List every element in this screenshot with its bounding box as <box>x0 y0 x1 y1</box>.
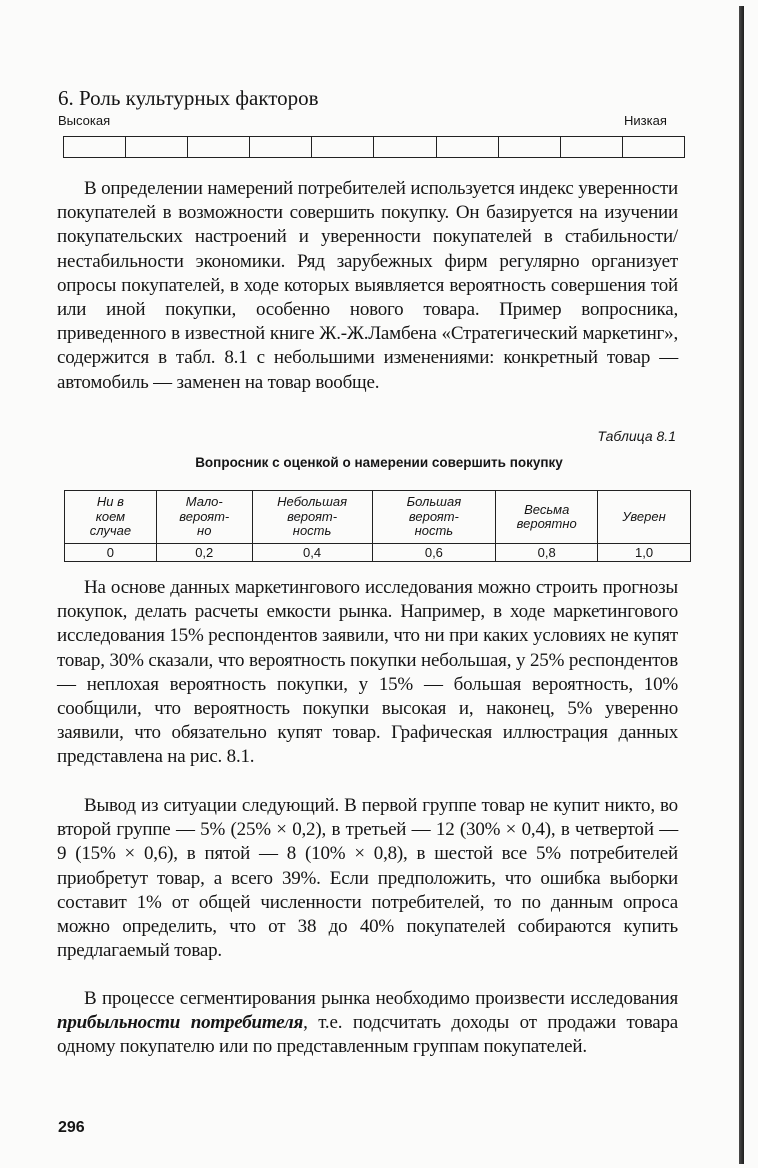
header-line: Ни в <box>96 494 124 510</box>
header-line: Небольшая <box>277 494 348 510</box>
paragraph-4 <box>57 987 678 1060</box>
scale-cell <box>188 137 250 157</box>
scale-cell <box>374 137 436 157</box>
header-line: вероят- <box>179 508 230 524</box>
header-line: случае <box>89 523 132 539</box>
table-caption: Таблица 8.1 <box>597 428 676 444</box>
table-value-cell: 0 <box>65 544 157 562</box>
table-value-cell: 0,4 <box>252 544 372 562</box>
paragraph-4-end: , т.е. подсчитать доходы от продажи товара одному покупателю или по представленным группам покупателей. <box>57 1012 678 1058</box>
table-value-cell: 0,2 <box>156 544 252 562</box>
table-header-cell <box>252 491 372 544</box>
emphasized-term: прибыльности потребителя <box>57 1012 304 1034</box>
header-line: вероят- <box>287 508 338 524</box>
scale-cell <box>64 137 126 157</box>
table-title: Вопросник с оценкой о намерении совершить покупку <box>195 455 563 470</box>
scale-cell <box>250 137 312 157</box>
survey-table <box>64 490 691 562</box>
section-title: 6. Роль культурных факторов <box>58 86 319 110</box>
header-line: но <box>197 523 212 539</box>
paragraph-3: Вывод из ситуации следующий. В первой группе товар не купит никто, во второй группе — 5% (25% × 0,2), в третьей — 12 (30% × 0,4), в четвертой — 9 (15% × 0,6), в пятой — 8 (10% × 0,8), в шестой все 5% потребителей приобретут товар, а всего 39%. Если предположить, что ошибка выборки составит 1% от общей численности потребителей, то по данным опроса можно определить, что от 38 до 40% покупателей собираются купить предлагаемый товар. <box>57 795 678 962</box>
page-number: 296 <box>58 1119 85 1136</box>
header-line: вероят- <box>408 508 459 524</box>
table-values-row <box>65 544 691 562</box>
table-value-cell: 0,6 <box>372 544 496 562</box>
page-edge <box>739 6 744 1164</box>
header-line: ность <box>292 523 332 539</box>
table-value-cell: 0,8 <box>496 544 598 562</box>
scale-cell <box>561 137 623 157</box>
header-line: Весьма <box>524 501 570 517</box>
header-line: Большая <box>406 494 462 510</box>
scale-cell <box>437 137 499 157</box>
table-header-cell <box>496 491 598 544</box>
table-header-cell <box>598 491 691 544</box>
table-header-cell <box>65 491 157 544</box>
table-value-cell: 1,0 <box>598 544 691 562</box>
table-header-cell <box>372 491 496 544</box>
paragraph-4-start: В процессе сегментирования рынка необходимо произвести исследования <box>84 988 678 1009</box>
table-header-row <box>65 491 691 544</box>
header-line: ность <box>414 523 454 539</box>
scale-low-label: Низкая <box>624 113 667 128</box>
scale-high-label: Высокая <box>58 113 111 128</box>
header-line: вероятно <box>516 516 577 531</box>
scale-cell <box>126 137 188 157</box>
scale-cell <box>312 137 374 157</box>
paragraph-1: В определении намерений потребителей используется индекс уверенности покупателей в возможности совершить покупку. Он базируется на изучении покупательских настроений и уверенности покупателей в стабильности/нестабильности экономики. Ряд зарубежных фирм регулярно организует опросы покупателей, в ходе которых выявляется вероятность совершения той или иной покупки, особенно нового товара. Пример вопросника, приведенного в известной книге Ж.-Ж.Ламбена «Стратегический маркетинг», содержится в табл. 8.1 с небольшими изменениями: конкретный товар — автомобиль — заменен на товар вообще. <box>57 178 678 393</box>
header-line: коем <box>95 508 126 524</box>
header-line: Мало- <box>185 494 223 510</box>
header-line: Уверен <box>622 508 666 524</box>
scale-cell <box>623 137 684 157</box>
paragraph-2: На основе данных маркетингового исследования можно строить прогнозы покупок, делать расчеты емкости рынка. Например, в ходе маркетингового исследования 15% респондентов заявили, что ни при каких условиях не купят товар, 30% сказали, что вероятность покупки небольшая, у 25% респондентов — неплохая вероятность покупки, у 15% — большая вероятность, 10% сообщили, что вероятность покупки высокая и, наконец, 5% уверенно заявили, что обязательно купят товар. Графическая иллюстрация данных представлена на рис. 8.1. <box>57 577 678 768</box>
rating-scale <box>63 136 685 158</box>
table-header-cell <box>156 491 252 544</box>
scale-cell <box>499 137 561 157</box>
